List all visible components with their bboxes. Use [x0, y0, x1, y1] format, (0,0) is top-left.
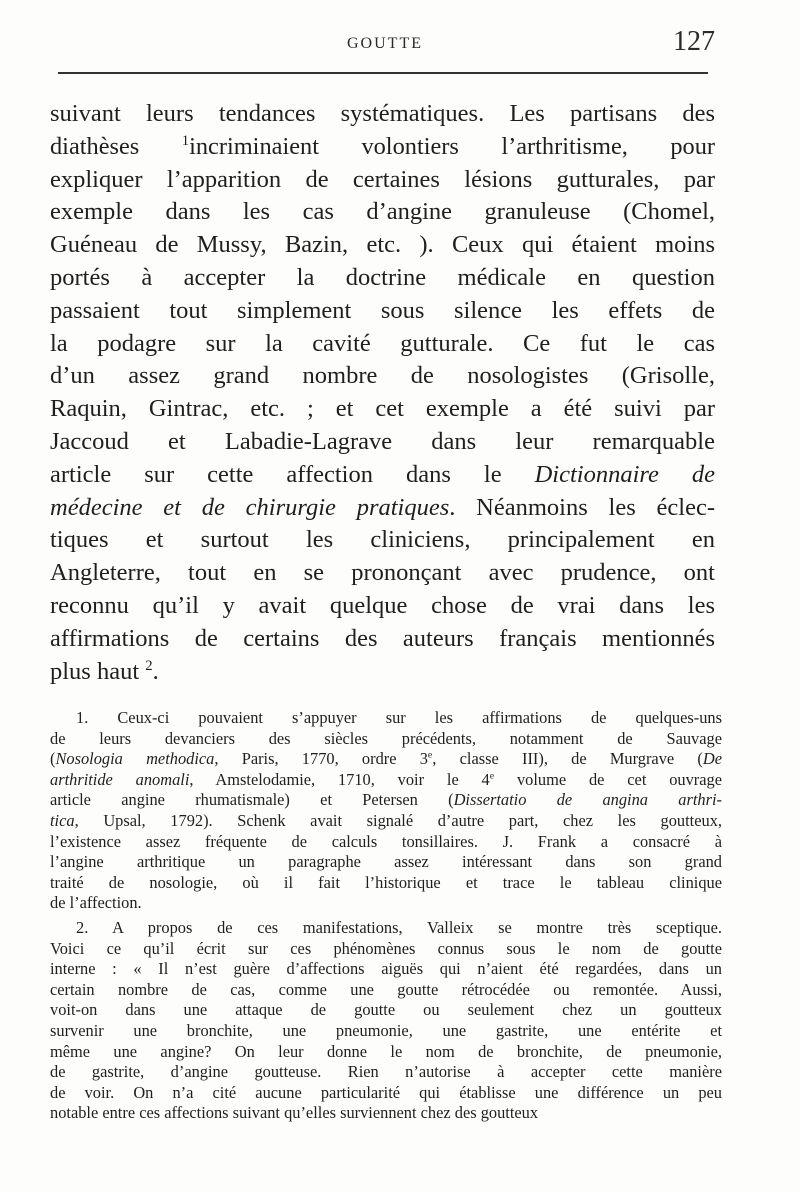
text-line — [50, 262, 715, 295]
text-run: passaient tout simplement sous silence les effets de — [50, 296, 715, 324]
text-run: notable entre ces affections suivant qu’elles surviennent chez des goutteux — [50, 1103, 539, 1123]
footnotes — [50, 708, 722, 1124]
footnote-line — [50, 1103, 722, 1124]
text-run: expliquer l’apparition de certaines lésions gutturales, par — [50, 165, 715, 193]
footnote-line — [50, 939, 722, 960]
text-run: suivant leurs tendances systématiques. Les partisans des — [50, 100, 715, 127]
text-run: traité de nosologie, où il fait l’historique et trace le tableau clinique — [50, 872, 722, 892]
text-run: 2. A propos de ces manifestations, Valleix se montre très sceptique. — [76, 917, 722, 937]
text-run: , Upsal, 1792). Schenk avait signalé d’autre part, chez les goutteux, — [74, 810, 722, 830]
running-head — [55, 26, 715, 62]
footnote-line — [50, 918, 722, 939]
text-run: d’un assez grand nombre de nosologistes (Grisolle, — [50, 362, 715, 390]
italic-text: tica — [50, 810, 75, 830]
italic-text: De — [702, 749, 722, 769]
text-run: exemple dans les cas d’angine granuleuse (Chomel, — [50, 198, 715, 226]
footnote-line — [50, 980, 722, 1001]
page-number: 127 — [673, 26, 715, 57]
text-line — [50, 229, 715, 262]
text-run: de leurs devanciers des siècles précédents, notamment de Sauvage — [50, 728, 722, 748]
text-run: Voici ce qu’il écrit sur ces phénomènes connus sous le nom de goutte — [50, 938, 722, 958]
text-run: affirmations de certains des auteurs français mentionnés — [50, 624, 715, 652]
footnote-line — [50, 832, 722, 853]
text-run: 1. Ceux-ci pouvaient s’appuyer sur les affirmations de quelques-uns — [76, 708, 722, 727]
footnote-line — [50, 893, 722, 914]
text-run: Raquin, Gintrac, etc. ; et cet exemple a été suivi par — [50, 395, 715, 423]
footnote-line — [50, 1021, 722, 1042]
text-run: , Paris, 1770, ordre 3 — [214, 749, 428, 769]
text-line — [50, 164, 715, 197]
text-line — [50, 360, 715, 393]
italic-text: Dictionnaire de — [534, 460, 715, 488]
footnote-1 — [50, 708, 722, 914]
text-run: diathèses — [50, 132, 182, 160]
footnote-marker: e — [489, 770, 495, 782]
footnote-line — [50, 959, 722, 980]
italic-text: Nosologia methodica — [55, 749, 215, 769]
footnote-line — [50, 770, 722, 791]
text-run: article sur cette affection dans le — [50, 460, 535, 488]
text-run: de gastrite, d’angine goutteuse. Rien n’autorise à accepter cette manière — [50, 1062, 722, 1082]
text-run: . Néanmoins les éclec- — [449, 493, 715, 521]
text-line — [50, 131, 715, 164]
text-run: plus haut — [50, 657, 146, 685]
footnote-marker: e — [427, 749, 433, 761]
header-rule — [58, 72, 708, 74]
text-line — [50, 557, 715, 590]
text-run: Angleterre, tout en se prononçant avec prudence, ont — [50, 559, 715, 587]
text-run: Jaccoud et Labadie-Lagrave dans leur remarquable — [50, 427, 715, 455]
text-line — [50, 492, 715, 525]
text-line — [50, 196, 715, 229]
text-run: volume de cet ouvrage — [494, 769, 722, 789]
text-run: Guéneau de Mussy, Bazin, etc. ). Ceux qui étaient moins — [50, 231, 715, 259]
text-run: , Amstelodamie, 1710, voir le 4 — [189, 769, 490, 789]
text-line — [50, 98, 715, 131]
italic-text: arthritide anomali — [50, 769, 190, 789]
footnote-marker: 2 — [145, 657, 153, 674]
footnote-line — [50, 708, 722, 729]
text-run: interne : « Il n’est guère d’affections aiguës qui n’aient été regardées, dans un — [50, 959, 722, 979]
text-run: reconnu qu’il y avait quelque chose de vrai dans les — [50, 591, 715, 619]
text-run: voit-on dans une attaque de goutte ou seulement chez un goutteux — [50, 1000, 722, 1020]
italic-text: médecine et de chirurgie pratiques — [50, 493, 450, 521]
footnote-line — [50, 873, 722, 894]
running-title: GOUTTE — [347, 35, 423, 52]
text-line — [50, 295, 715, 328]
footnote-line — [50, 1062, 722, 1083]
main-text-paragraph — [50, 98, 715, 688]
text-run: , classe III), de Murgrave ( — [432, 749, 703, 769]
text-run: survenir une bronchite, une pneumonie, une gastrite, une entérite et — [50, 1020, 722, 1040]
text-run: incriminaient volontiers l’arthritisme, pour — [189, 132, 715, 160]
text-run: l’existence assez fréquente de calculs tonsillaires. J. Frank a consacré à — [50, 831, 722, 851]
text-line — [50, 459, 715, 492]
text-line — [50, 656, 715, 689]
footnote-line — [50, 790, 722, 811]
text-run: tiques et surtout les cliniciens, principalement en — [50, 526, 715, 554]
footnote-line — [50, 852, 722, 873]
text-run: portés à accepter la doctrine médicale en question — [50, 263, 715, 291]
footnote-marker: 1 — [181, 132, 190, 149]
italic-text: Dissertatio de angina arthri- — [453, 790, 722, 810]
text-line — [50, 426, 715, 459]
text-run: l’angine arthritique un paragraphe assez intéressant dans son grand — [50, 852, 722, 872]
text-line — [50, 393, 715, 426]
text-line — [50, 524, 715, 557]
text-run: ( — [50, 749, 56, 769]
text-line — [50, 328, 715, 361]
footnote-line — [50, 729, 722, 750]
text-line — [50, 590, 715, 623]
text-run: certain nombre de cas, comme une goutte rétrocédée ou remontée. Aussi, — [50, 979, 722, 999]
text-run: de l’affection. — [50, 893, 142, 913]
text-run: de voir. On n’a cité aucune particularité qui établisse une différence un peu — [50, 1082, 722, 1102]
text-run: même une angine? On leur donne le nom de bronchite, de pneumonie, — [50, 1041, 722, 1061]
text-run: . — [152, 657, 159, 685]
footnote-2 — [50, 918, 722, 1124]
text-run: article angine rhumatismale) et Petersen ( — [50, 790, 454, 810]
footnote-line — [50, 811, 722, 832]
footnote-line — [50, 749, 722, 770]
footnote-line — [50, 1083, 722, 1104]
text-line — [50, 623, 715, 656]
text-run: la podagre sur la cavité gutturale. Ce fut le cas — [50, 329, 715, 357]
footnote-line — [50, 1000, 722, 1021]
footnote-line — [50, 1042, 722, 1063]
